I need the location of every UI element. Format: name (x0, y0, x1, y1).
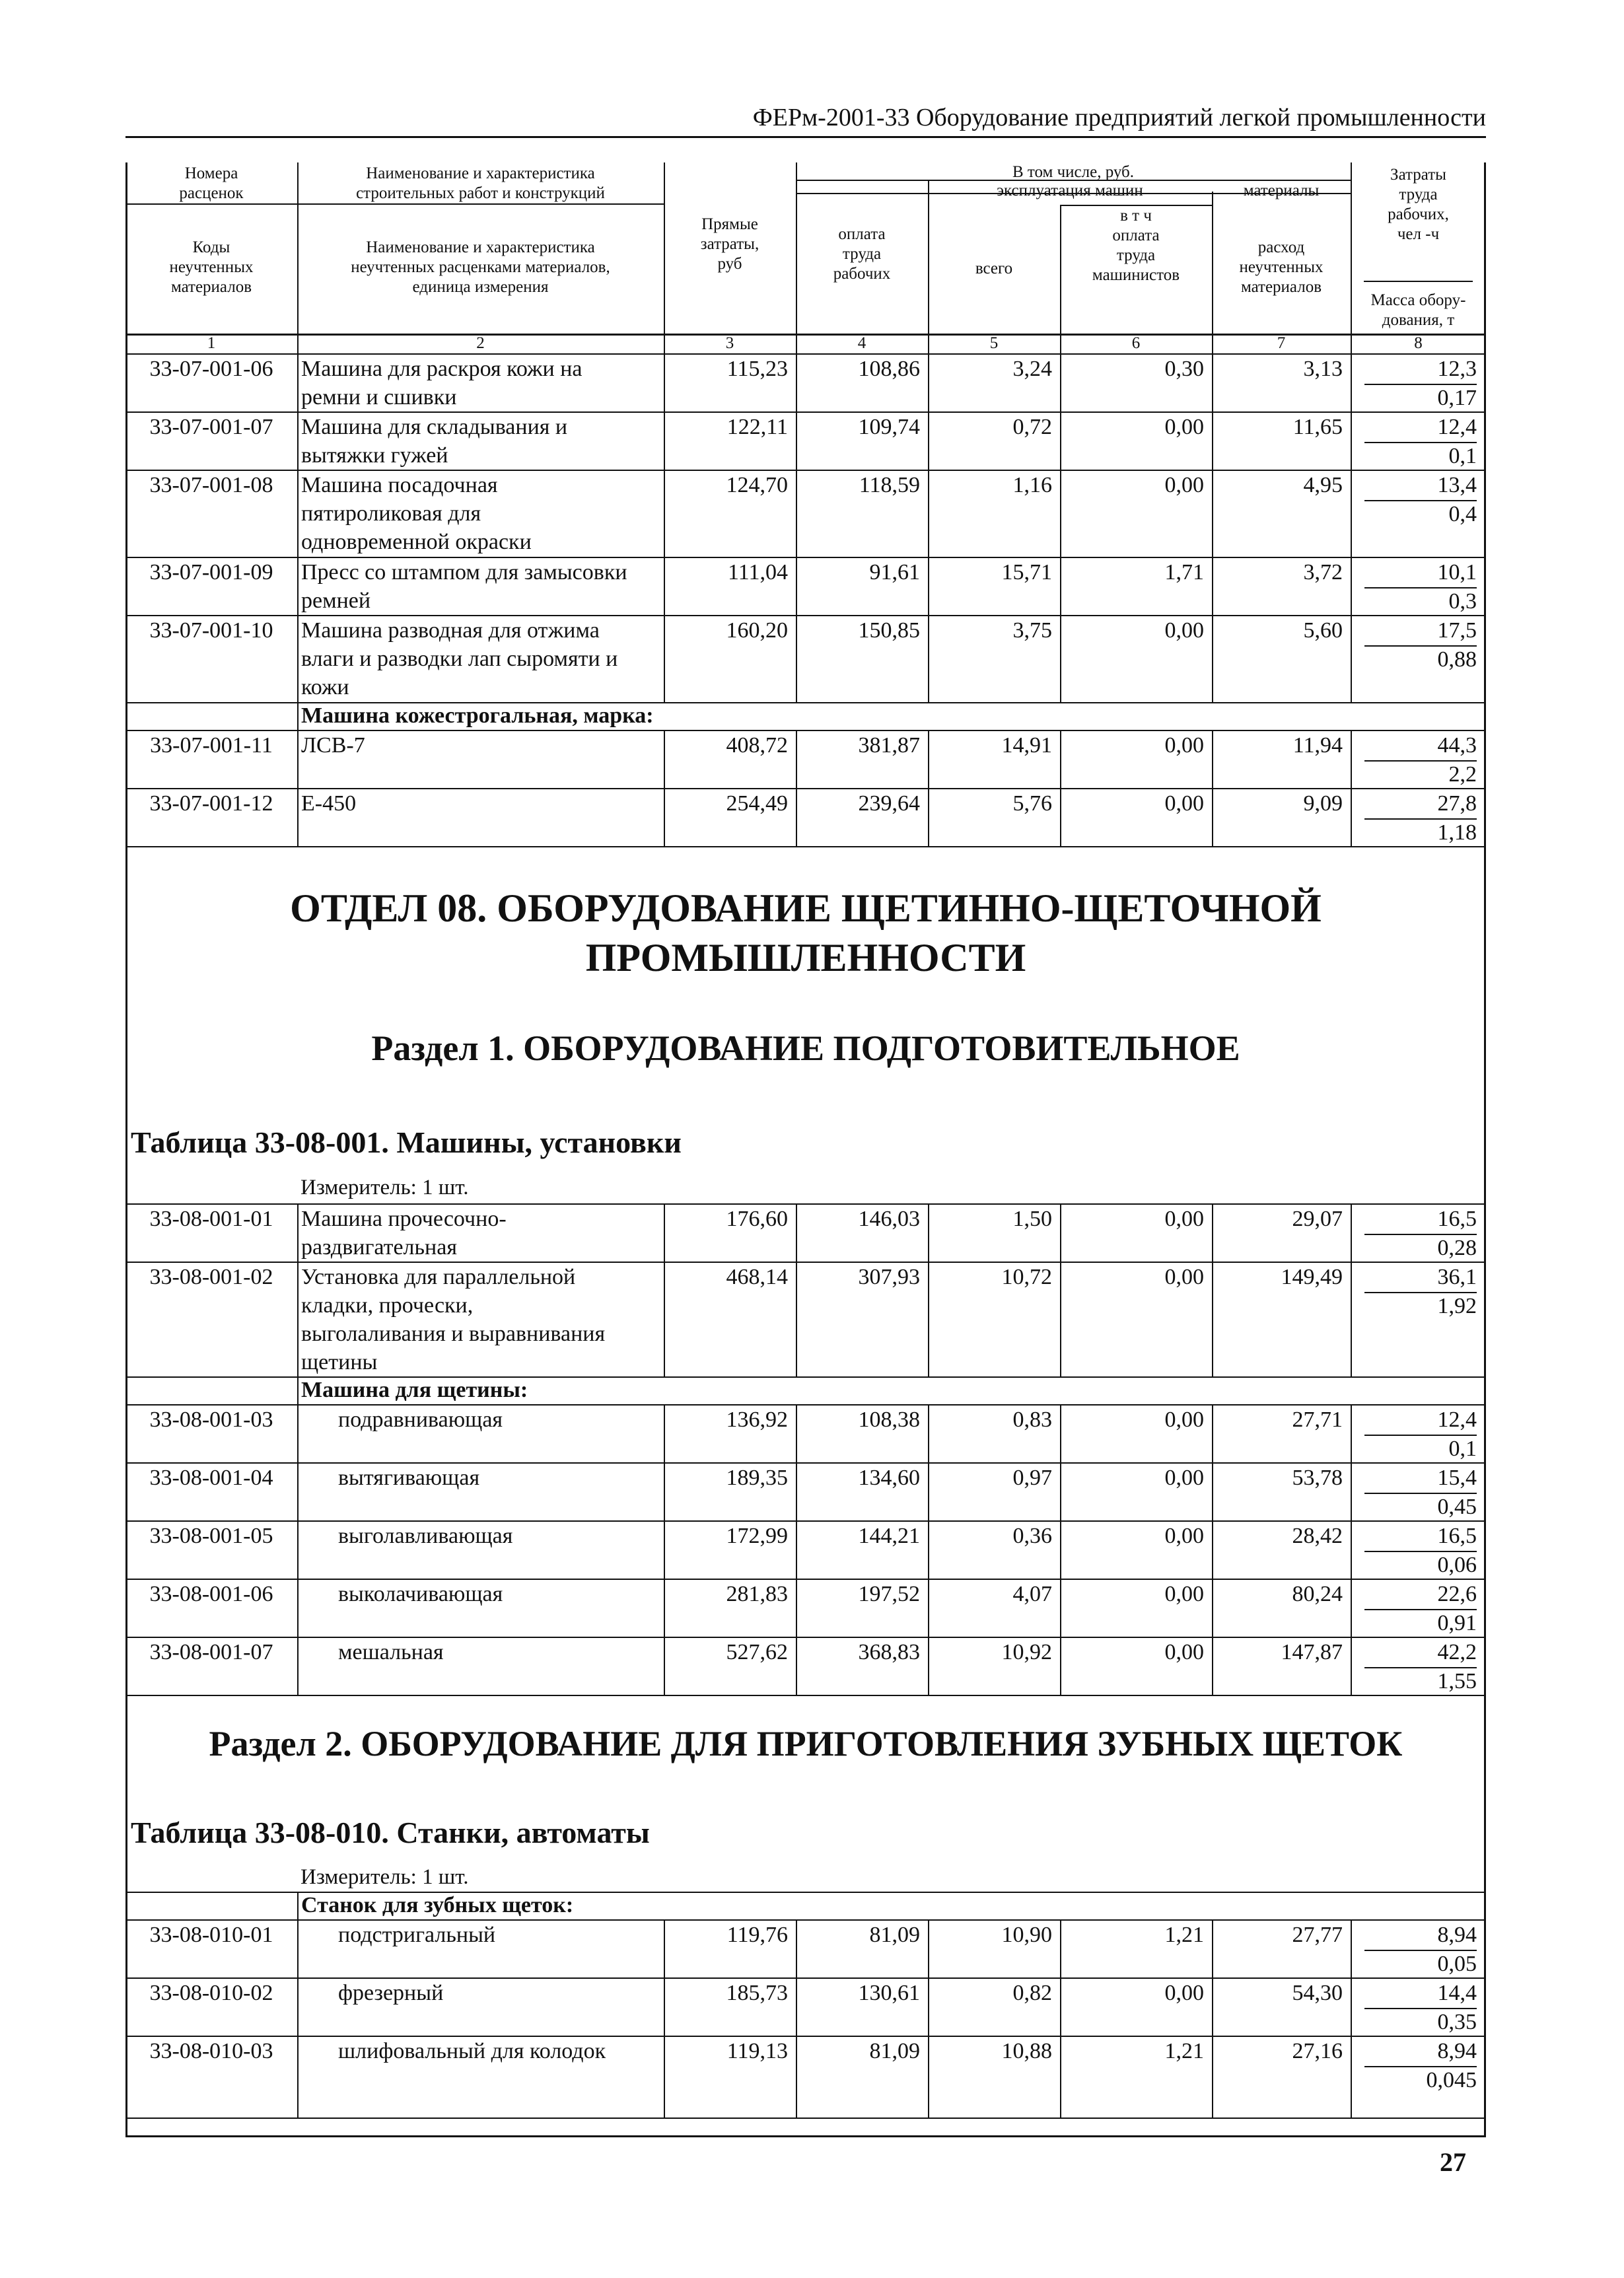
rate-code: 33-08-001-07 (149, 1640, 273, 1664)
column-divider (297, 557, 299, 615)
rate-code: 33-07-001-11 (150, 733, 273, 758)
labor-hours (1364, 2037, 1477, 2067)
column-divider (297, 411, 299, 470)
cost-value: 147,87 (1281, 1640, 1343, 1664)
page-number: 27 (1440, 2147, 1466, 2177)
column-divider (297, 730, 299, 788)
equipment-mass: 0,06 (1437, 1553, 1477, 1577)
equipment-mass: 0,1 (1448, 1437, 1477, 1461)
column-header-label: материалов (1240, 278, 1322, 296)
column-divider (1351, 1203, 1352, 1262)
cost-value: 368,83 (858, 1640, 920, 1664)
cost-value: 146,03 (858, 1207, 920, 1231)
cost-value: 1,16 (1012, 473, 1052, 497)
table-title: Таблица 33-08-001. Машины, установки (131, 1125, 682, 1159)
work-name: кладки, прочески, (301, 1293, 474, 1318)
rate-code: 33-08-001-02 (149, 1265, 273, 1289)
column-header-label: всего (975, 260, 1013, 277)
cost-value: 108,38 (858, 1407, 920, 1432)
cost-value: 0,00 (1164, 1524, 1204, 1548)
labor-hours-value: 14,4 (1364, 1979, 1477, 2009)
cost-value: 15,71 (1001, 560, 1052, 585)
labor-hours-value: 15,4 (1364, 1464, 1477, 1494)
column-divider (297, 353, 299, 411)
work-name: Машина посадочная (301, 473, 498, 497)
cost-value: 11,94 (1292, 733, 1343, 758)
column-divider (1351, 411, 1352, 470)
rate-code: 33-07-001-08 (149, 473, 273, 497)
work-name: Установка для параллельной (301, 1265, 576, 1289)
cost-value: 115,23 (726, 357, 788, 381)
cost-value: 176,60 (726, 1207, 788, 1231)
department-title: ПРОМЫШЛЕННОСТИ (585, 936, 1026, 979)
labor-hours-value: 36,1 (1364, 1263, 1477, 1293)
labor-hours-value: 22,6 (1364, 1580, 1477, 1610)
work-name: щетины (301, 1350, 378, 1374)
column-divider (1351, 1520, 1352, 1579)
labor-hours-value: 17,5 (1364, 616, 1477, 647)
column-header-label: труда (842, 245, 882, 263)
cost-value: 109,74 (858, 415, 920, 439)
work-name: шлифовальный для колодок (338, 2039, 606, 2063)
equipment-mass: 0,05 (1437, 1952, 1477, 1976)
cost-value: 118,59 (859, 473, 920, 497)
cost-value: 307,93 (858, 1265, 920, 1289)
work-name: Пресс со штампом для замысовки (301, 560, 627, 585)
column-divider (1351, 1462, 1352, 1520)
labor-hours-value: 44,3 (1364, 731, 1477, 762)
column-header-label: оплата (1112, 227, 1160, 244)
rate-code: 33-07-001-06 (149, 357, 273, 381)
column-header-label: Масса обору- (1370, 291, 1466, 309)
cost-value: 81,09 (869, 2039, 920, 2063)
cost-value: 185,73 (726, 1981, 788, 2005)
work-name: Машина для раскроя кожи на (301, 357, 583, 381)
work-name: вытягивающая (338, 1466, 480, 1490)
cost-value: 10,92 (1001, 1640, 1052, 1664)
cost-value: 150,85 (858, 618, 920, 643)
column-divider (1351, 788, 1352, 846)
column-divider (297, 1977, 299, 2036)
labor-hours (1364, 1638, 1477, 1668)
cost-value: 0,00 (1164, 1207, 1204, 1231)
column-header-label: руб (717, 255, 742, 273)
header-rule (125, 203, 664, 205)
cost-value: 81,09 (869, 1923, 920, 1947)
cost-value: 197,52 (858, 1582, 920, 1606)
column-header-label: Номера (184, 164, 238, 182)
labor-hours-value: 8,94 (1364, 2037, 1477, 2067)
cost-value: 1,21 (1164, 1923, 1204, 1947)
column-header-label: Наименование и характеристика (366, 164, 595, 182)
column-divider (297, 1919, 299, 1977)
section-title: Раздел 2. ОБОРУДОВАНИЕ ДЛЯ ПРИГОТОВЛЕНИЯ ЗУБНЫХ ЩЕТОК (209, 1724, 1403, 1763)
unit-of-measure: Измеритель: 1 шт. (300, 1176, 469, 1199)
column-divider (297, 1462, 299, 1520)
labor-hours-value: 16,5 (1364, 1522, 1477, 1552)
column-divider (297, 615, 299, 702)
cost-value: 29,07 (1292, 1207, 1343, 1231)
column-divider (297, 788, 299, 846)
column-number: 1 (207, 334, 216, 352)
rate-code: 33-08-001-04 (149, 1466, 273, 1490)
column-number: 5 (989, 334, 999, 352)
column-divider (297, 1262, 299, 1376)
cost-value: 381,87 (858, 733, 920, 758)
cost-value: 10,88 (1001, 2039, 1052, 2063)
cost-value: 3,13 (1303, 357, 1343, 381)
cost-value: 0,00 (1164, 791, 1204, 816)
cost-value: 0,00 (1164, 1466, 1204, 1490)
cost-value: 239,64 (858, 791, 920, 816)
equipment-mass: 0,1 (1448, 444, 1477, 468)
cost-value: 468,14 (726, 1265, 788, 1289)
work-name: вытяжки гужей (301, 443, 448, 468)
cost-value: 111,04 (728, 560, 788, 585)
equipment-mass: 1,55 (1437, 1669, 1477, 1693)
work-name: пятироликовая для (301, 501, 481, 526)
cost-value: 0,00 (1164, 1407, 1204, 1432)
group-subheader: Машина кожестрогальная, марка: (301, 703, 654, 728)
column-header-label: машинистов (1092, 266, 1180, 284)
equipment-mass: 0,88 (1437, 647, 1477, 672)
cost-value: 136,92 (726, 1407, 788, 1432)
column-header-label: материалов (170, 278, 252, 296)
labor-hours (1364, 1406, 1477, 1436)
work-name: подстригальный (338, 1923, 496, 1947)
column-header-label: затраты, (700, 235, 759, 253)
work-name: подравнивающая (338, 1407, 503, 1432)
equipment-mass: 0,3 (1448, 589, 1477, 614)
column-divider (1351, 1977, 1352, 2036)
equipment-mass: 0,28 (1437, 1236, 1477, 1260)
labor-hours (1364, 1522, 1477, 1552)
cost-value: 0,00 (1164, 733, 1204, 758)
column-divider (1351, 1579, 1352, 1637)
cost-value: 10,72 (1001, 1265, 1052, 1289)
running-header (125, 99, 1486, 138)
cost-value: 0,00 (1164, 618, 1204, 643)
column-header-label: неучтенных (169, 258, 254, 276)
cost-value: 160,20 (726, 618, 788, 643)
rate-code: 33-08-001-05 (149, 1524, 273, 1548)
cost-value: 80,24 (1292, 1582, 1343, 1606)
labor-hours-value: 12,4 (1364, 413, 1477, 443)
equipment-mass: 0,17 (1437, 386, 1477, 410)
column-header-label: единица измерения (412, 278, 549, 296)
cost-value: 9,09 (1303, 791, 1343, 816)
column-number: 4 (857, 334, 866, 352)
header-rule (1364, 281, 1473, 282)
column-header-label: Затраты (1390, 166, 1446, 184)
cost-value: 0,00 (1164, 473, 1204, 497)
cost-value: 0,00 (1164, 1981, 1204, 2005)
section-title: Раздел 1. ОБОРУДОВАНИЕ ПОДГОТОВИТЕЛЬНОЕ (371, 1028, 1240, 1068)
labor-hours-value: 27,8 (1364, 789, 1477, 820)
work-name: раздвигательная (301, 1235, 457, 1260)
cost-value: 527,62 (726, 1640, 788, 1664)
labor-hours (1364, 789, 1477, 820)
labor-hours (1364, 1979, 1477, 2009)
labor-hours (1364, 616, 1477, 647)
column-header-label: Прямые (701, 215, 758, 233)
cost-value: 53,78 (1292, 1466, 1343, 1490)
equipment-mass: 1,92 (1437, 1294, 1477, 1318)
cost-value: 0,36 (1012, 1524, 1052, 1548)
column-divider (297, 2036, 299, 2118)
table-title: Таблица 33-08-010. Станки, автоматы (131, 1816, 650, 1849)
column-header-label: В том числе, руб. (1012, 163, 1135, 181)
labor-hours (1364, 558, 1477, 588)
labor-hours-value: 13,4 (1364, 471, 1477, 501)
work-name: мешальная (338, 1640, 444, 1664)
labor-hours (1364, 1263, 1477, 1293)
rate-code: 33-08-001-06 (149, 1582, 273, 1606)
cost-value: 0,00 (1164, 1265, 1204, 1289)
column-divider (297, 1203, 299, 1262)
column-divider (1351, 2036, 1352, 2118)
column-number: 7 (1277, 334, 1286, 352)
cost-value: 10,90 (1001, 1923, 1052, 1947)
labor-hours (1364, 1205, 1477, 1235)
cost-value: 0,00 (1164, 1582, 1204, 1606)
work-name: ЛСВ-7 (301, 733, 365, 758)
cost-value: 27,16 (1292, 2039, 1343, 2063)
column-divider (1351, 557, 1352, 615)
group-subheader: Станок для зубных щеток: (301, 1893, 574, 1917)
column-number: 3 (725, 334, 734, 352)
column-header-label: оплата (838, 225, 886, 243)
labor-hours-value: 42,2 (1364, 1638, 1477, 1668)
cost-value: 119,13 (726, 2039, 788, 2063)
cost-value: 122,11 (726, 415, 788, 439)
column-header-label: строительных работ и конструкций (356, 184, 605, 202)
column-divider (297, 1892, 299, 1919)
cost-value: 11,65 (1292, 415, 1343, 439)
row-rule (125, 1695, 1486, 1696)
column-header-label: Коды (192, 238, 230, 256)
cost-value: 5,60 (1303, 618, 1343, 643)
rate-code: 33-08-001-01 (149, 1207, 273, 1231)
column-divider (1351, 470, 1352, 557)
cost-value: 1,21 (1164, 2039, 1204, 2063)
labor-hours (1364, 1464, 1477, 1494)
column-header-label: эксплуатация машин (997, 182, 1143, 199)
rate-code: 33-07-001-10 (149, 618, 273, 643)
column-header-label: расход (1257, 238, 1305, 256)
column-divider (1351, 1919, 1352, 1977)
column-divider (297, 1404, 299, 1462)
cost-value: 0,30 (1164, 357, 1204, 381)
equipment-mass: 1,18 (1437, 820, 1477, 845)
cost-value: 4,95 (1303, 473, 1343, 497)
department-title: ОТДЕЛ 08. ОБОРУДОВАНИЕ ЩЕТИННО-ЩЕТОЧНОЙ (290, 886, 1322, 930)
column-header-label: в т ч (1120, 207, 1152, 225)
equipment-mass: 0,045 (1426, 2068, 1477, 2092)
cost-value: 144,21 (858, 1524, 920, 1548)
column-divider (297, 1637, 299, 1695)
work-name: Машина для складывания и (301, 415, 568, 439)
work-name: влаги и разводки лап сыромяти и (301, 647, 618, 671)
labor-hours-value: 8,94 (1364, 1921, 1477, 1951)
work-name: ремней (301, 588, 371, 613)
column-header-label: рабочих, (1388, 205, 1449, 223)
column-divider (297, 1376, 299, 1404)
cost-value: 134,60 (858, 1466, 920, 1490)
column-number: 8 (1414, 334, 1423, 352)
column-header-label: труда (1399, 186, 1438, 203)
work-name: выголавливающая (338, 1524, 513, 1548)
column-divider (297, 1520, 299, 1579)
column-header-label: расценок (179, 184, 244, 202)
cost-value: 254,49 (726, 791, 788, 816)
column-divider (1351, 1262, 1352, 1376)
cost-value: 4,07 (1012, 1582, 1052, 1606)
rate-code: 33-07-001-07 (149, 415, 273, 439)
column-divider (1351, 730, 1352, 788)
cost-value: 0,00 (1164, 1640, 1204, 1664)
equipment-mass: 0,45 (1437, 1495, 1477, 1519)
running-header-title: ФЕРм-2001-33 Оборудование предприятий легкой промышленности (752, 104, 1486, 131)
work-name: Машина прочесочно- (301, 1207, 507, 1231)
cost-value: 3,75 (1012, 618, 1052, 643)
cost-value: 54,30 (1292, 1981, 1343, 2005)
cost-value: 0,83 (1012, 1407, 1052, 1432)
column-number: 2 (476, 334, 485, 352)
rate-code: 33-08-001-03 (149, 1407, 273, 1432)
rate-code: 33-08-010-01 (149, 1923, 273, 1947)
labor-hours-value: 12,4 (1364, 1406, 1477, 1436)
rate-code: 33-08-010-03 (149, 2039, 273, 2063)
work-name: выголаливания и выравнивания (301, 1322, 606, 1346)
cost-value: 5,76 (1012, 791, 1052, 816)
column-divider (1351, 615, 1352, 702)
row-rule (125, 2118, 1486, 2119)
cost-value: 189,35 (726, 1466, 788, 1490)
equipment-mass: 0,4 (1448, 502, 1477, 526)
column-divider (297, 470, 299, 557)
column-divider (297, 1579, 299, 1637)
rate-code: 33-08-010-02 (149, 1981, 273, 2005)
column-header-label: неучтенных расценками материалов, (351, 258, 610, 276)
equipment-mass: 0,91 (1437, 1611, 1477, 1635)
cost-value: 91,61 (869, 560, 920, 585)
labor-hours (1364, 1921, 1477, 1951)
column-header-label: дования, т (1382, 311, 1455, 329)
labor-hours (1364, 413, 1477, 443)
equipment-mass: 2,2 (1448, 762, 1477, 787)
column-header-label: рабочих (833, 265, 891, 283)
labor-hours-value: 10,1 (1364, 558, 1477, 588)
rate-code: 33-07-001-09 (149, 560, 273, 585)
labor-hours (1364, 731, 1477, 762)
cost-value: 281,83 (726, 1582, 788, 1606)
unit-of-measure: Измеритель: 1 шт. (300, 1865, 469, 1889)
group-subheader: Машина для щетины: (301, 1378, 528, 1402)
column-divider (1351, 1637, 1352, 1695)
cost-value: 130,61 (858, 1981, 920, 2005)
cost-value: 27,77 (1292, 1923, 1343, 1947)
cost-value: 14,91 (1001, 733, 1052, 758)
column-header-label: чел -ч (1397, 225, 1440, 243)
row-rule (125, 846, 1486, 847)
work-name: выколачивающая (338, 1582, 503, 1606)
cost-value: 27,71 (1292, 1407, 1343, 1432)
labor-hours-value: 16,5 (1364, 1205, 1477, 1235)
column-header-label: материалы (1243, 182, 1320, 199)
cost-value: 149,49 (1281, 1265, 1343, 1289)
column-divider (1351, 1404, 1352, 1462)
cost-value: 108,86 (858, 357, 920, 381)
cost-value: 1,71 (1164, 560, 1204, 585)
cost-value: 0,00 (1164, 415, 1204, 439)
work-name: Е-450 (301, 791, 357, 816)
labor-hours (1364, 355, 1477, 385)
equipment-mass: 0,35 (1437, 2010, 1477, 2034)
cost-value: 3,72 (1303, 560, 1343, 585)
column-number: 6 (1131, 334, 1141, 352)
cost-value: 408,72 (726, 733, 788, 758)
cost-value: 0,82 (1012, 1981, 1052, 2005)
labor-hours (1364, 471, 1477, 501)
cost-value: 3,24 (1012, 357, 1052, 381)
cost-value: 119,76 (726, 1923, 788, 1947)
column-header-label: неучтенных (1239, 258, 1324, 276)
column-header-label: труда (1116, 246, 1156, 264)
cost-value: 0,72 (1012, 415, 1052, 439)
work-name: Машина разводная для отжима (301, 618, 600, 643)
work-name: ремни и сшивки (301, 385, 457, 409)
cost-value: 172,99 (726, 1524, 788, 1548)
cost-value: 28,42 (1292, 1524, 1343, 1548)
work-name: кожи (301, 675, 349, 699)
work-name: фрезерный (338, 1981, 444, 2005)
cost-value: 124,70 (726, 473, 788, 497)
labor-hours-value: 12,3 (1364, 355, 1477, 385)
work-name: одновременной окраски (301, 530, 532, 554)
cost-value: 1,50 (1012, 1207, 1052, 1231)
rate-code: 33-07-001-12 (149, 791, 273, 816)
labor-hours (1364, 1580, 1477, 1610)
column-header-label: Наименование и характеристика (366, 238, 595, 256)
column-divider (1351, 353, 1352, 411)
column-divider (297, 702, 299, 730)
cost-value: 0,97 (1012, 1466, 1052, 1490)
